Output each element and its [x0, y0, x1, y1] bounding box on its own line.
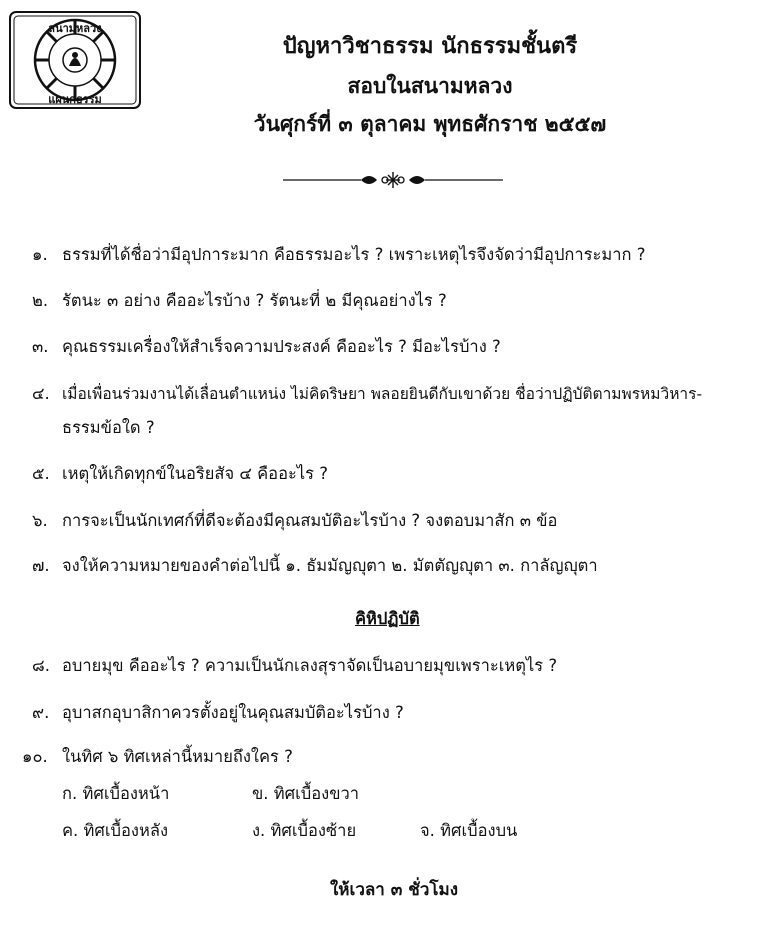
- seal-top-text: สนามหลวง: [48, 22, 102, 35]
- question-text: จงให้ความหมายของคำต่อไปนี้ ๑. ธัมมัญญุตา ๒. มัตตัญญุตา ๓. กาลัญญุตา: [62, 556, 598, 575]
- option-item: ก. ทิศเบื้องหน้า: [62, 784, 170, 803]
- question-number: ๒.: [32, 291, 49, 310]
- question-text: ในทิศ ๖ ทิศเหล่านี้หมายถึงใคร ?: [62, 747, 293, 766]
- question-text: อุบาสกอุบาสิกาควรตั้งอยู่ในคุณสมบัติอะไรบ้าง ?: [62, 703, 404, 722]
- question-number: ๗.: [32, 556, 50, 575]
- ornament-divider-icon: [283, 168, 503, 192]
- question-number: ๙.: [32, 703, 50, 722]
- question-number: ๖.: [32, 511, 48, 530]
- option-item: ค. ทิศเบื้องหลัง: [62, 821, 169, 840]
- question-text: เหตุให้เกิดทุกข์ในอริยสัจ ๔ คืออะไร ?: [62, 464, 329, 483]
- question-text: อบายมุข คืออะไร ? ความเป็นนักเลงสุราจัดเป็นอบายมุขเพราะเหตุไร ?: [62, 656, 558, 675]
- question-number: ๓.: [32, 337, 49, 356]
- exam-date: วันศุกร์ที่ ๓ ตุลาคม พุทธศักราช ๒๕๕๗: [253, 112, 607, 136]
- question-text: เมื่อเพื่อนร่วมงานได้เลื่อนตำแหน่ง ไม่คิดริษยา พลอยยินดีกับเขาด้วย ชื่อว่าปฏิบัติตามพรหมวิหาร-: [62, 385, 703, 403]
- question-text-continued: ธรรมข้อใด ?: [62, 418, 155, 437]
- exam-title: ปัญหาวิชาธรรม นักธรรมชั้นตรี: [282, 34, 578, 59]
- seal-bottom-text: แผนกธรรม: [48, 93, 102, 106]
- question-number: ๔.: [32, 384, 50, 403]
- exam-subtitle: สอบในสนามหลวง: [347, 74, 513, 98]
- option-item: ข. ทิศเบื้องขวา: [252, 784, 360, 803]
- dharma-wheel-seal: [8, 10, 142, 110]
- question-text: การจะเป็นนักเทศก์ที่ดีจะต้องมีคุณสมบัติอะไรบ้าง ? จงตอบมาสัก ๓ ข้อ: [62, 511, 558, 530]
- option-item: ง. ทิศเบื้องซ้าย: [252, 821, 357, 840]
- question-text: คุณธรรมเครื่องให้สำเร็จความประสงค์ คืออะไร ? มีอะไรบ้าง ?: [62, 337, 501, 356]
- time-limit: ให้เวลา ๓ ชั่วโมง: [330, 880, 459, 900]
- option-item: จ. ทิศเบื้องบน: [420, 821, 518, 840]
- section-title: คิหิปฏิบัติ: [355, 609, 420, 628]
- question-number: ๘.: [32, 656, 50, 675]
- question-text: รัตนะ ๓ อย่าง คืออะไรบ้าง ? รัตนะที่ ๒ มีคุณอย่างไร ?: [62, 291, 447, 310]
- question-number: ๑๐.: [22, 747, 48, 766]
- question-text: ธรรมที่ได้ชื่อว่ามีอุปการะมาก คือธรรมอะไร ? เพราะเหตุไรจึงจัดว่ามีอุปการะมาก ?: [62, 245, 646, 264]
- question-number: ๑.: [32, 245, 48, 264]
- question-number: ๕.: [32, 464, 50, 483]
